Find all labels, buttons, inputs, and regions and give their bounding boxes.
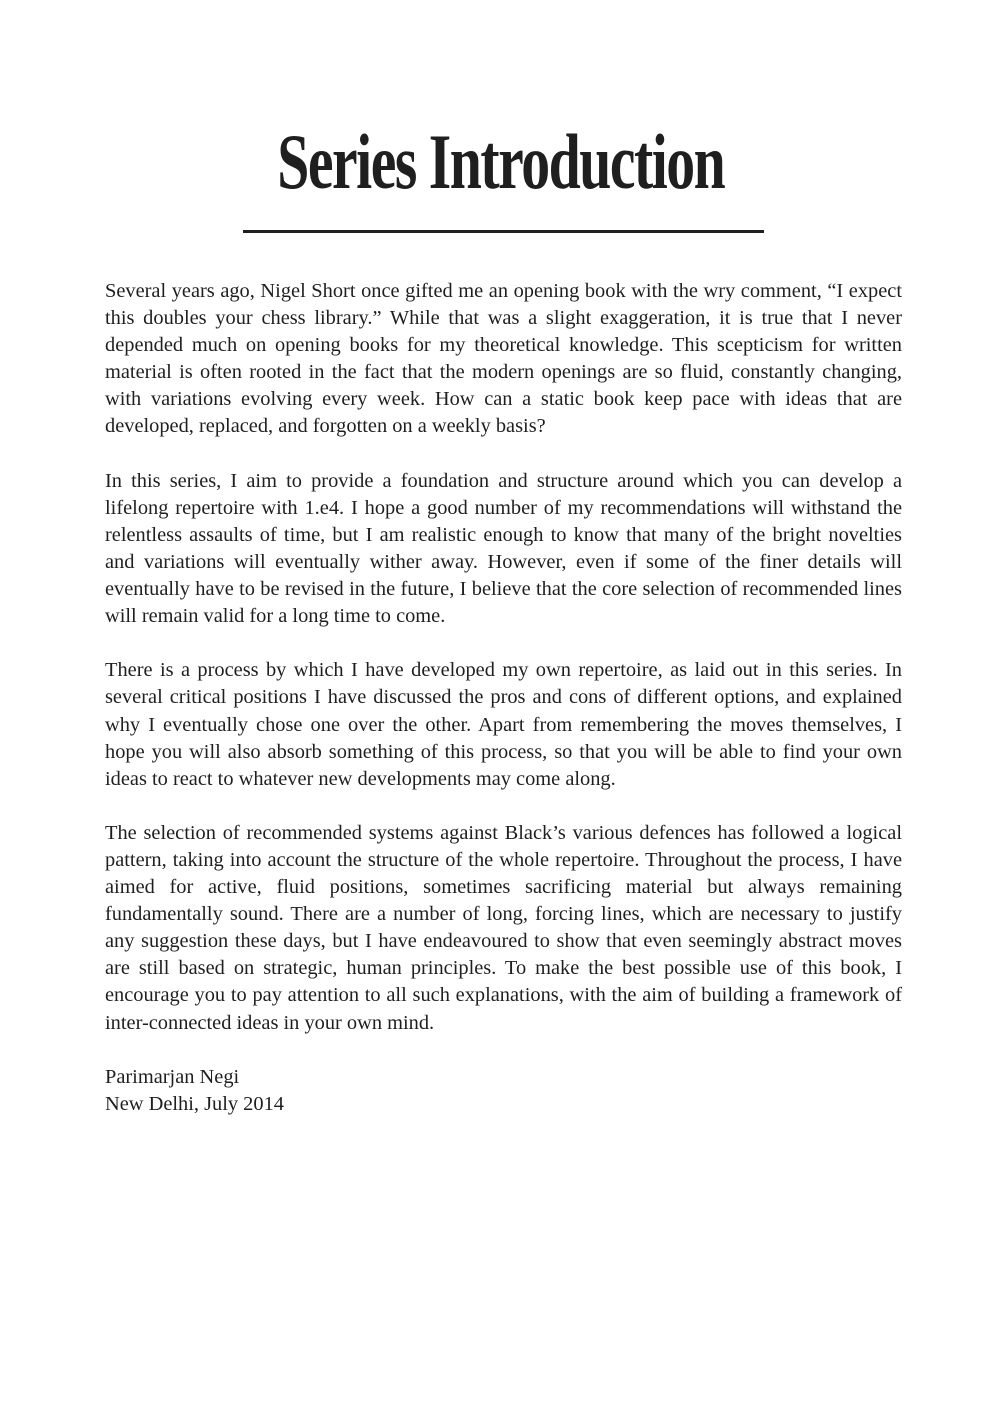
signature-author: Parimarjan Negi bbox=[105, 1065, 240, 1088]
page-title: Series Introduction bbox=[277, 118, 725, 205]
title-underline-rule bbox=[243, 230, 764, 233]
paragraph-2: In this series, I aim to provide a foundation and structure around which you can develop a lifelong repertoire with 1.e4. I hope a good number of my recommendations will withstand the relentless assaults of time, but I am realistic enough to know that many of the bright novelties and variations will eventually wither away. However, even if some of the finer details will eventually have to be revised in the future, I believe that the core selection of recommended lines will remain valid for a long time to come. bbox=[105, 469, 902, 628]
signature-block bbox=[105, 1064, 902, 1118]
paragraph-3: There is a process by which I have developed my own repertoire, as laid out in this series. In several critical positions I have discussed the pros and cons of different options, and explained why I eventually chose one over the other. Apart from remembering the moves themselves, I hope you will also absorb something of this process, so that you will be able to find your own ideas to react to whatever new developments may come along. bbox=[105, 659, 902, 790]
document-body bbox=[105, 278, 902, 1118]
paragraph-1: Several years ago, Nigel Short once gifted me an opening book with the wry comment, “I expect this doubles your chess library.” While that was a slight exaggeration, it is true that I never depended much on opening books for my theoretical knowledge. This scepticism for written material is often rooted in the fact that the modern openings are so fluid, constantly changing, with variations evolving every week. How can a static book keep pace with ideas that are developed, replaced, and forgotten on a weekly basis? bbox=[105, 280, 902, 438]
paragraph-4: The selection of recommended systems against Black’s various defences has followed a logical pattern, taking into account the structure of the whole repertoire. Throughout the process, I have aimed for active, fluid positions, sometimes sacrificing material but always remaining fundamentally sound. There are a number of long, forcing lines, which are necessary to justify any suggestion these days, but I have endeavoured to show that even seemingly abstract moves are still based on strategic, human principles. To make the best possible use of this book, I encourage you to pay attention to all such explanations, with the aim of building a framework of inter-connected ideas in your own mind. bbox=[105, 821, 902, 1034]
signature-place-date: New Delhi, July 2014 bbox=[105, 1092, 284, 1115]
